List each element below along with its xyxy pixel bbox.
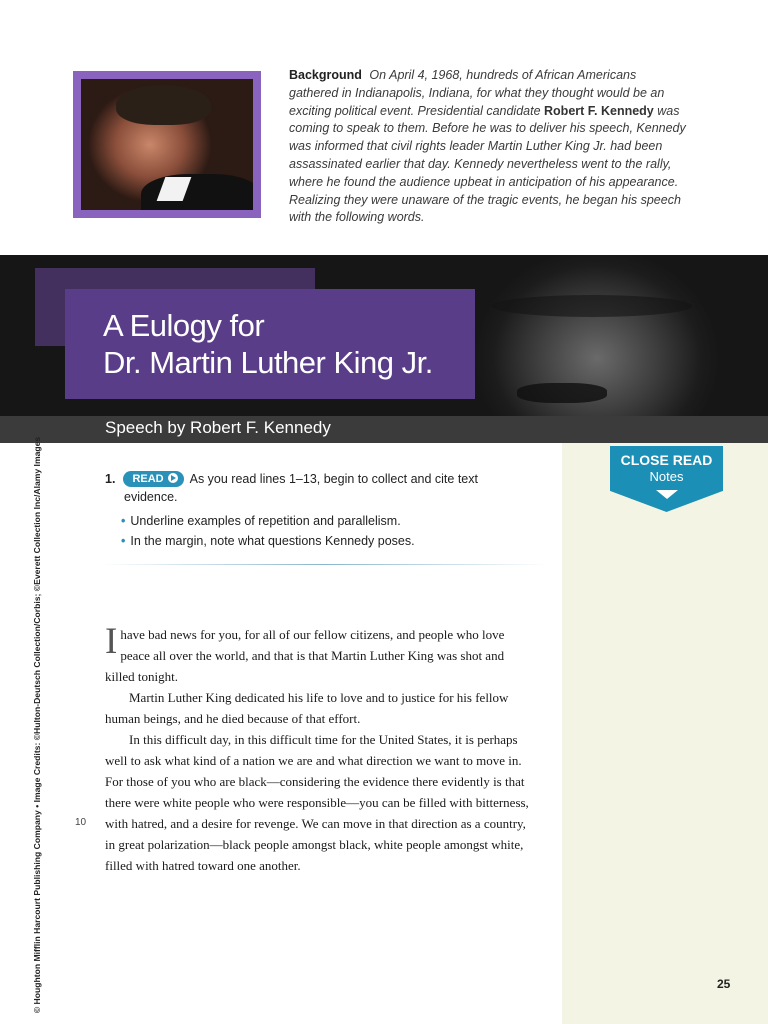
speech-paragraph-2: Martin Luther King dedicated his life to love and to justice for his fellow human beings, and he died because of that effort.: [105, 690, 509, 726]
notes-sidebar: [562, 443, 768, 1024]
paragraph-text: have bad news for you, for all of our fellow citizens, and people who love peace all over the world, and that is that Martin Luther King was shot and killed tonight.: [105, 627, 505, 684]
page-title: [103, 307, 433, 381]
robert-kennedy-photo: [81, 79, 253, 210]
read-badge: [123, 471, 183, 487]
close-read-title: CLOSE READ: [620, 452, 713, 468]
play-icon: [168, 473, 178, 483]
read-badge-label: READ: [132, 473, 164, 485]
speech-paragraph-1: [105, 621, 535, 687]
divider: [100, 564, 550, 565]
speech-paragraph-3: In this difficult day, in this difficult time for the United States, it is perhaps well to ask what kind of a nation we are and what direction we want to move in. For those of you who are black—considering the evidence there evidently is that there were white people who were responsible—you can be filled with bitterness, with hatred, and a desire for revenge. We can move in that direction as a country, in great polarization—black people amongst black, white people amongst white, filled with hatred toward one another.: [105, 732, 529, 873]
background-text-part2: was coming to speak to them. Before he was to deliver his speech, Kennedy was informed that civil rights leader Martin Luther King Jr. had been assassinated earlier that day. Kennedy nevertheless went to the rally, where he found the audience upbeat in anticipation of his appearance. Realizing they were unaware of the tragic events, he began his speech with the following words.: [289, 103, 686, 225]
speech-text: [105, 621, 535, 876]
background-text-part1: On April 4, 1968, hundreds of African Americans gathered in Indianapolis, Indiana, for what they thought would be an exciting political event. Presidential candidate: [289, 68, 665, 118]
background-name: Robert F. Kennedy: [544, 103, 654, 118]
instruction-text-line1: As you read lines 1–13, begin to collect and cite text: [189, 472, 478, 486]
drop-cap: I: [105, 621, 118, 662]
page-number: 25: [717, 977, 731, 991]
photo-suit: [141, 174, 253, 210]
byline: Speech by Robert F. Kennedy: [105, 418, 331, 437]
chevron-down-icon: [656, 490, 678, 499]
title-line-1: A Eulogy for: [103, 308, 265, 343]
title-banner: [0, 255, 768, 443]
photo-brow: [492, 295, 692, 317]
background-label: Background: [289, 68, 362, 82]
photo-hair: [116, 85, 211, 125]
close-read-notes-tab[interactable]: [610, 446, 723, 512]
line-number: 10: [75, 817, 87, 828]
question-number: 1.: [105, 472, 116, 486]
photo-mouth: [517, 383, 607, 403]
close-read-subtitle: Notes: [649, 469, 684, 484]
list-item: • Underline examples of repetition and parallelism.: [131, 512, 525, 530]
instruction-text-line2: evidence.: [124, 490, 178, 504]
martin-luther-king-photo: [462, 255, 732, 443]
title-line-2: Dr. Martin Luther King Jr.: [103, 345, 433, 380]
instruction-bullets: [131, 512, 525, 550]
background-paragraph: [289, 67, 689, 227]
kennedy-photo-frame: [73, 71, 261, 218]
list-item: • In the margin, note what questions Kennedy poses.: [131, 532, 525, 550]
image-credit: © Houghton Mifflin Harcourt Publishing Company • Image Credits: ©Hulton-Deutsch Collection/Corbis; ©Everett Collection Inc/Alamy Images: [32, 436, 42, 1014]
read-instructions: [105, 470, 525, 552]
